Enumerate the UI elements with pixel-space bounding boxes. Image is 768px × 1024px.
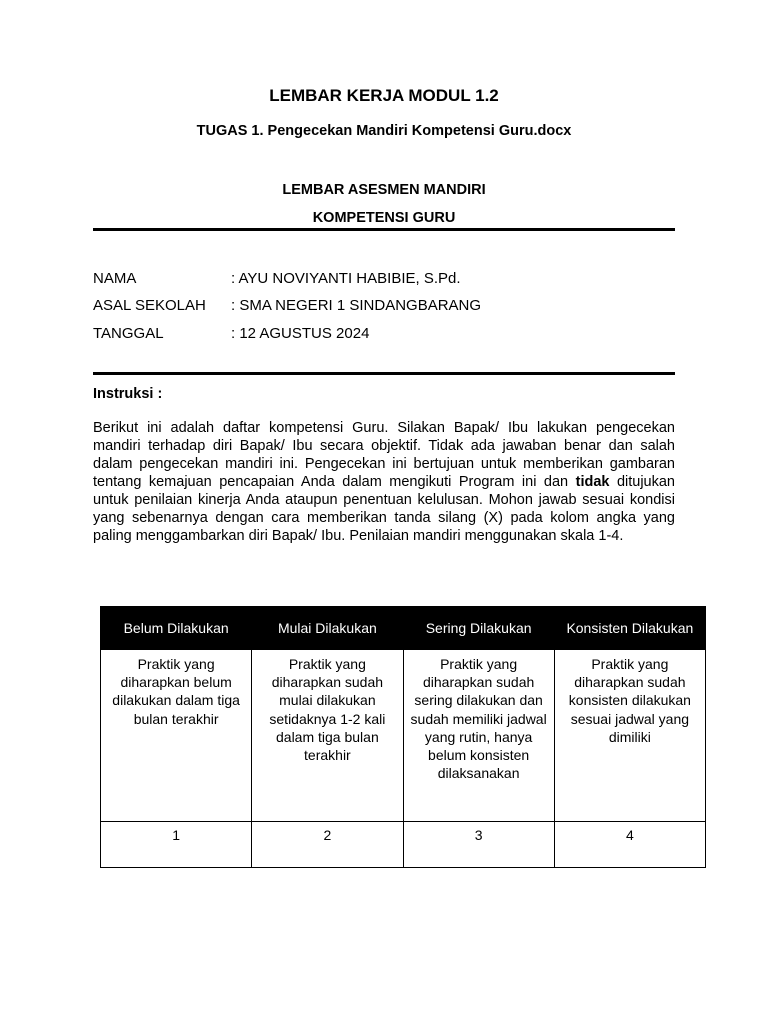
scale-header-cell: Mulai Dilakukan [252,607,403,650]
instructions-text-part2: ditujukan untuk penilaian kinerja Anda ataupun penentuan kelulusan. Mohon jawab sesuai kondisi yang sebenarnya dengan cara memberikan tanda silang (X) pada kolom angka yang paling menggambarkan diri Bapak/ Ibu. Penilaian mandiri menggunakan skala 1-4. [93,474,675,544]
info-row-tanggal [93,325,675,345]
scale-header-row [101,607,706,650]
info-label: TANGGAL [93,325,164,342]
info-row-asal-sekolah [93,297,675,317]
assessment-subtitle: KOMPETENSI GURU [312,210,456,226]
info-label: NAMA [93,270,137,287]
divider-top [93,228,675,231]
scale-description-cell: Praktik yang diharapkan belum dilakukan dalam tiga bulan terakhir [101,650,252,822]
scale-description-cell: Praktik yang diharapkan sudah mulai dilakukan setidaknya 1-2 kali dalam tiga bulan terakhir [252,650,403,822]
scale-header-cell: Sering Dilakukan [403,607,554,650]
scale-number-cell: 1 [101,822,252,868]
scale-number-cell: 4 [554,822,705,868]
assessment-title: LEMBAR ASESMEN MANDIRI [282,182,486,198]
scale-description-cell: Praktik yang diharapkan sudah konsisten dilakukan sesuai jadwal yang dimiliki [554,650,705,822]
scale-table [100,606,706,868]
info-label: ASAL SEKOLAH [93,297,206,314]
document-subtitle: TUGAS 1. Pengecekan Mandiri Kompetensi Guru.docx [196,123,572,139]
scale-header-cell: Konsisten Dilakukan [554,607,705,650]
instructions-body [93,419,675,545]
info-value: : 12 AGUSTUS 2024 [231,325,370,342]
info-value: : SMA NEGERI 1 SINDANGBARANG [231,297,482,314]
divider-bottom [93,372,675,375]
scale-number-cell: 3 [403,822,554,868]
document-title: LEMBAR KERJA MODUL 1.2 [269,86,499,105]
scale-number-cell: 2 [252,822,403,868]
scale-number-row [101,822,706,868]
instructions-text-part1: Berikut ini adalah daftar kompetensi Guru. Silakan Bapak/ Ibu lakukan pengecekan mandiri terhadap diri Bapak/ Ibu secara objektif. Tidak ada jawaban benar dan salah dalam pengecekan mandiri ini. Pengecekan ini bertujuan untuk memberikan gambaran tentang kemajuan pencapaian Anda dalam mengikuti Program ini dan [93,420,675,490]
info-value: : AYU NOVIYANTI HABIBIE, S.Pd. [231,270,461,287]
instructions-bold-word: tidak [575,474,610,490]
info-row-nama [93,270,675,290]
scale-description-cell: Praktik yang diharapkan sudah sering dilakukan dan sudah memiliki jadwal yang rutin, hanya belum konsisten dilaksanakan [403,650,554,822]
instructions-heading: Instruksi : [93,386,163,402]
scale-header-cell: Belum Dilakukan [101,607,252,650]
scale-description-row [101,650,706,822]
